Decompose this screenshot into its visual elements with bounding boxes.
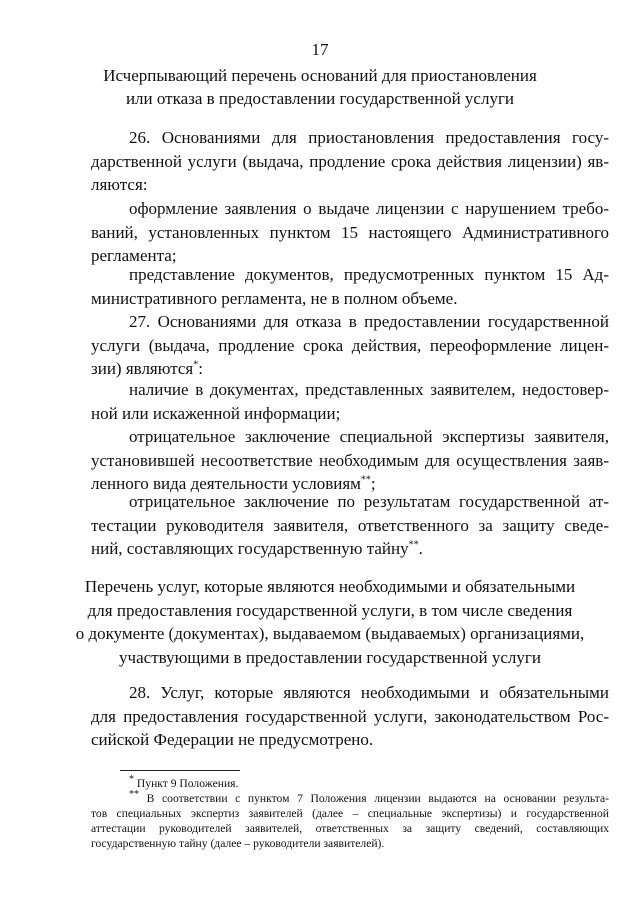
text-line: наличие в документах, представленных заявителем, недостовер- [129, 380, 609, 399]
heading-line: участвующими в предоставлении государственной услуги [119, 647, 541, 667]
text-line: отрицательное заключение специальной экспертизы заявителя, [129, 427, 609, 446]
text-line: установившей несоответствие необходимым для осуществления заяв- [91, 450, 609, 470]
text-line: министративного регламента, не в полном объеме. [91, 288, 458, 308]
text-line: услуги (выдача, продление срока действия, переоформление лицен- [91, 335, 609, 355]
paragraph-26 [91, 126, 609, 197]
footnote-separator [120, 770, 240, 771]
footnote-line [91, 791, 609, 806]
text-line [91, 537, 609, 561]
paragraph-26-item-a [91, 197, 609, 268]
text-line: 28. Услуг, которые являются необходимыми и обязательными [129, 683, 609, 702]
section-heading-services [60, 575, 600, 669]
footnote-mark: ** [408, 539, 419, 551]
footnote-mark: * [193, 359, 199, 371]
footnote-mark: * [129, 774, 134, 786]
heading-line: или отказа в предоставлении государственной услуги [125, 89, 515, 108]
text-fragment: ний, составляющих государственную тайну [91, 539, 409, 559]
footnote-2 [91, 791, 609, 851]
text-line: оформление заявления о выдаче лицензии с нарушением требо- [129, 199, 609, 218]
footnote-line: тов специальных экспертиз заявителей (далее – специальные экспертизы) и государственной [91, 807, 609, 820]
paragraph-27-item-a [91, 378, 609, 425]
page-number-text: 17 [311, 40, 329, 59]
text-line: дарственной услуги (выдача, продление срока действия лицензии) яв- [91, 151, 609, 171]
paragraph-27 [91, 310, 609, 381]
page-number [0, 40, 640, 60]
footnote-line: государственную тайну (далее – руководители заявителей). [91, 837, 385, 850]
text-line: 27. Основаниями для отказа в предоставлении государственной [129, 312, 609, 331]
text-line: представление документов, предусмотренных пунктом 15 Ад- [129, 265, 609, 284]
section-heading-grounds [60, 64, 580, 110]
paragraph-28 [91, 681, 609, 752]
text-line: тестации руководителя заявителя, ответственного за защиту сведе- [91, 515, 609, 535]
text-line: для предоставления государственной услуги, законодательством Рос- [91, 706, 609, 726]
punctuation: . [418, 539, 423, 559]
footnote-text: Пункт 9 Положения. [136, 777, 239, 790]
text-line: ваний, установленных пунктом 15 настоящего Административного [91, 222, 609, 242]
text-line: ляются: [91, 175, 148, 195]
text-line: отрицательное заключение по результатам государственной ат- [129, 492, 609, 511]
heading-line: о документе (документах), выдаваемом (выдаваемых) организациями, [75, 624, 585, 643]
footnote-line: аттестации руководителей заявителей, ответственных за защиту сведений, составляющих [91, 822, 609, 835]
footnote-text: В соответствии с пунктом 7 Положения лицензии выдаются на основании результа- [146, 792, 609, 805]
footnote-line [91, 776, 609, 791]
paragraph-27-item-c [91, 490, 609, 561]
footnote-mark: ** [129, 789, 139, 801]
text-fragment: зии) являются [91, 359, 194, 379]
text-fragment: ленного вида деятельности условиям [91, 474, 361, 494]
text-line: ной или искаженной информации; [91, 403, 341, 423]
heading-line: Перечень услуг, которые являются необходимыми и обязательными [84, 577, 576, 596]
paragraph-26-item-b [91, 263, 609, 310]
heading-line: Исчерпывающий перечень оснований для приостановления [103, 66, 537, 85]
text-line: регламента; [91, 246, 177, 266]
paragraph-27-item-b [91, 425, 609, 496]
text-line: сийской Федерации не предусмотрено. [91, 730, 374, 750]
punctuation: ; [370, 474, 376, 494]
heading-line: для предоставления государственной услуги, в том числе сведения [87, 600, 573, 620]
text-line: 26. Основаниями для приостановления предоставления госу- [129, 128, 609, 147]
footnote-mark: ** [360, 474, 371, 486]
footnote-1 [91, 776, 609, 791]
punctuation: : [198, 359, 203, 379]
